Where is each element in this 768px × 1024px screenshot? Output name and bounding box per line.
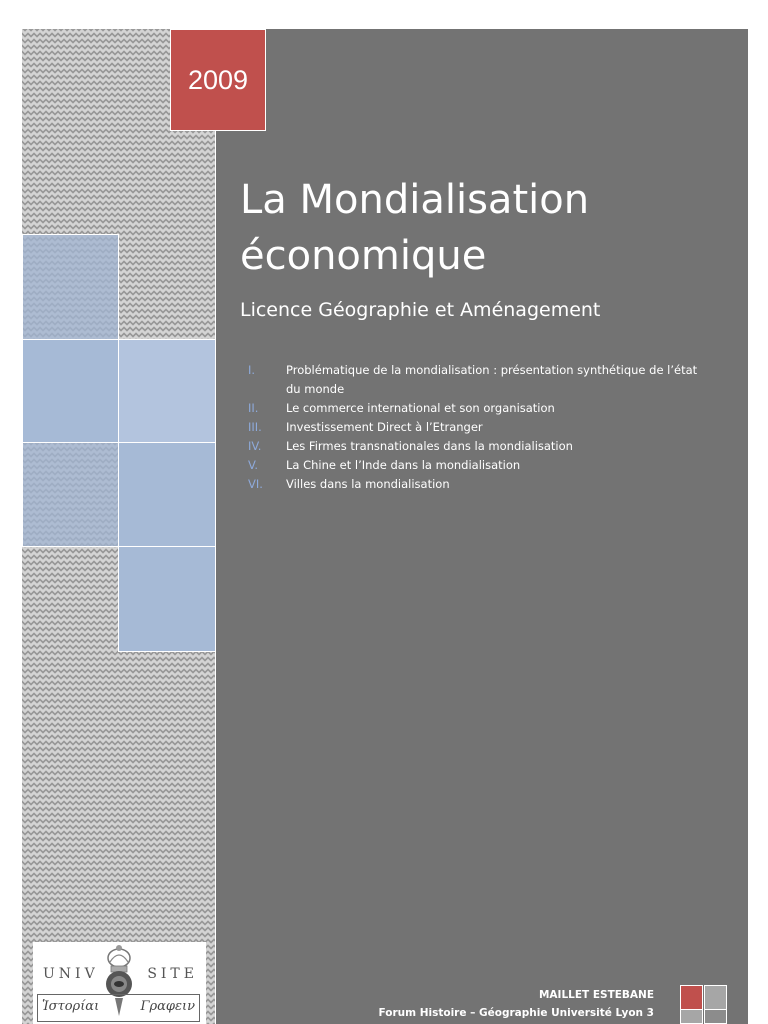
document-title (240, 172, 730, 284)
decorative-square-grey (704, 985, 727, 1010)
toc-item-label: Villes dans la mondialisation (286, 477, 450, 491)
document-subtitle: Licence Géographie et Aménagement (240, 299, 601, 321)
decorative-blue-block (22, 234, 119, 340)
toc-item (240, 361, 710, 399)
toc-item (240, 456, 710, 475)
logo-bottom-left: Ἱστορίαι (42, 999, 100, 1014)
logo-bottom-right: Γραφειν (140, 999, 195, 1014)
decorative-blue-block (22, 442, 119, 547)
decorative-square-grey (704, 1009, 727, 1024)
university-logo (33, 942, 206, 1024)
toc-item-label: Les Firmes transnationales dans la mondialisation (286, 439, 573, 453)
toc-item-number: VI. (248, 477, 263, 491)
author-block (378, 986, 654, 1022)
toc-item-label: La Chine et l’Inde dans la mondialisation (286, 458, 521, 472)
toc-item-number: IV. (248, 439, 262, 453)
decorative-square-grey (680, 1009, 703, 1024)
title-line-1: La Mondialisation (240, 177, 590, 223)
toc-item-label: Problématique de la mondialisation : présentation synthétique de l’état du monde (286, 363, 698, 396)
author-name: MAILLET ESTEBANE (538, 989, 654, 1001)
year-label: 2009 (187, 64, 249, 95)
toc-item-label: Le commerce international et son organisation (286, 401, 555, 415)
toc-item-number: III. (248, 420, 262, 434)
toc-item (240, 418, 710, 437)
author-affiliation: Forum Histoire – Géographie Université Lyon 3 (378, 1007, 654, 1019)
table-of-contents (240, 361, 710, 494)
toc-item (240, 399, 710, 418)
decorative-square-red (680, 985, 703, 1010)
decorative-blue-block (118, 339, 216, 443)
year-box (170, 29, 266, 131)
toc-item-number: V. (248, 458, 259, 472)
toc-item-number: I. (248, 363, 256, 377)
decorative-blue-block (22, 339, 119, 443)
logo-top-left: UNIV (43, 966, 99, 982)
toc-item-number: II. (248, 401, 259, 415)
decorative-blue-block (118, 546, 216, 652)
title-line-2: économique (240, 233, 487, 279)
decorative-blue-block (118, 442, 216, 547)
logo-top-right: SITE (147, 966, 198, 982)
toc-item-label: Investissement Direct à l’Etranger (286, 420, 483, 434)
toc-item (240, 437, 710, 456)
toc-item (240, 475, 710, 494)
logo-banner (37, 994, 200, 1022)
